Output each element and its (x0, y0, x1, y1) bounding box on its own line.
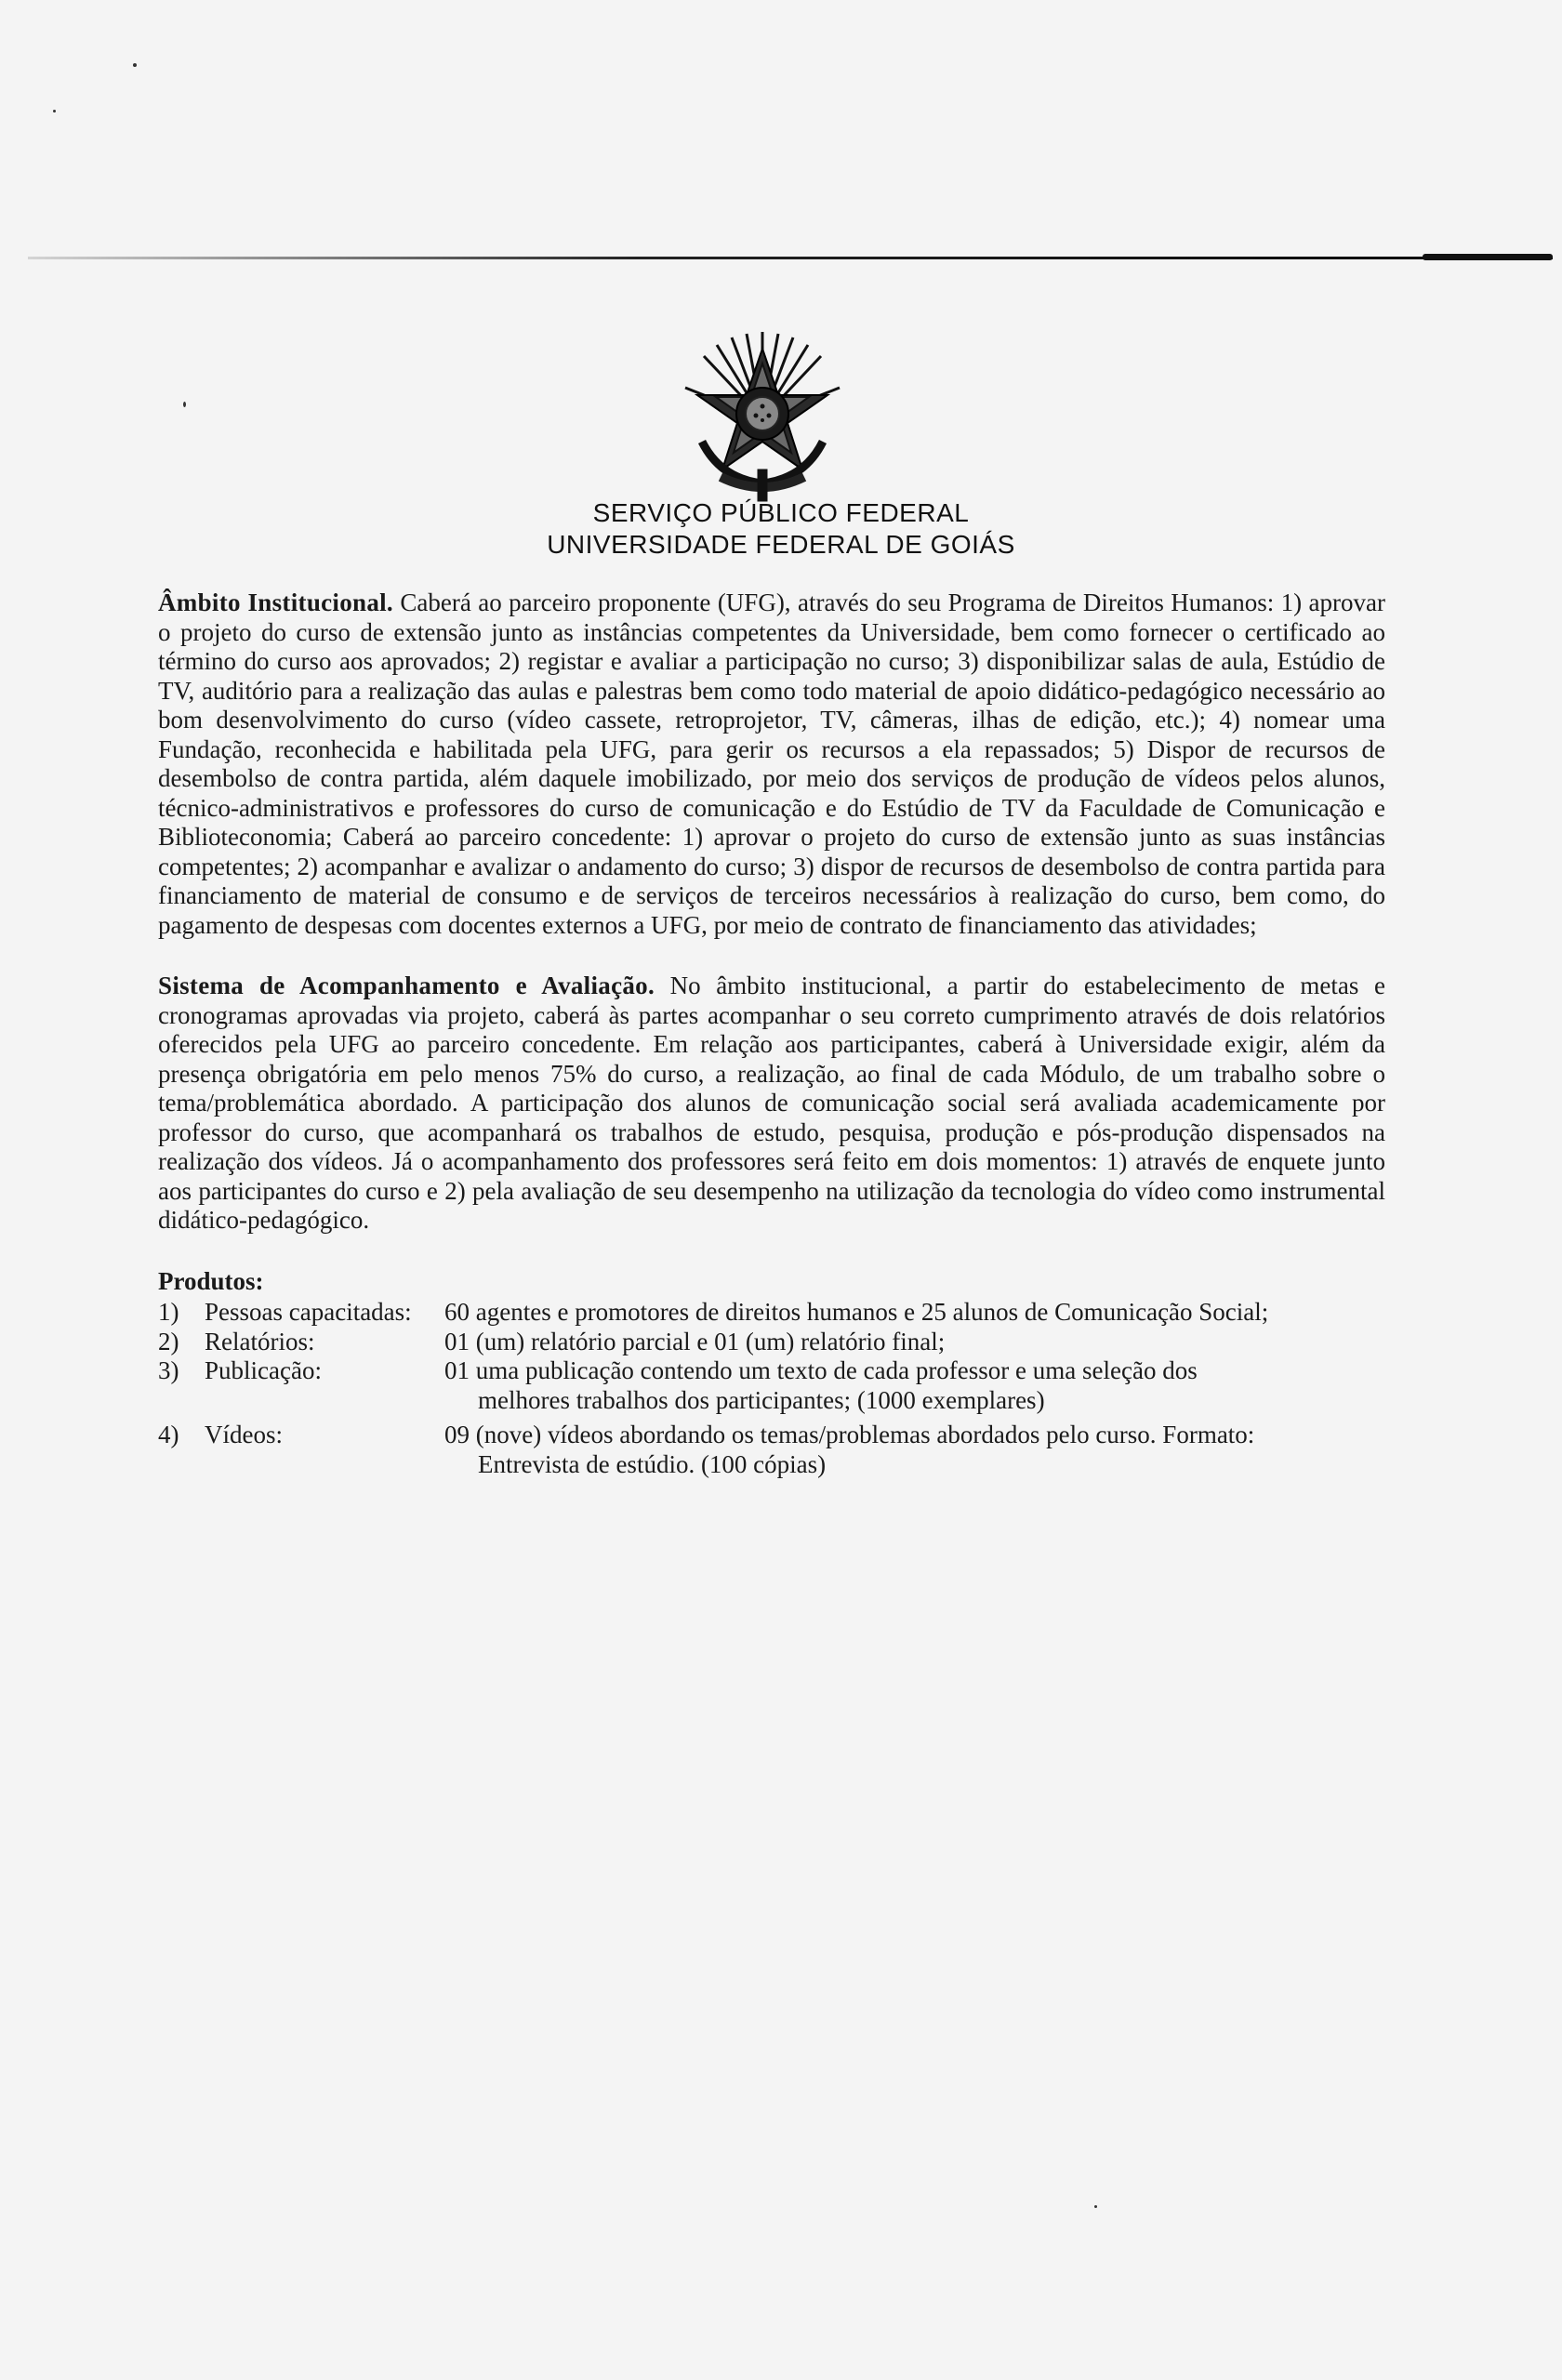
list-item (158, 1356, 1385, 1415)
list-item (158, 1328, 1385, 1357)
list-item-description: 09 (nove) vídeos abordando os temas/problemas abordados pelo curso. Formato: (444, 1421, 1255, 1448)
list-item-description-block (444, 1356, 1385, 1415)
section-title-sistema: Sistema de Acompanhamento e Avaliação. (158, 972, 655, 999)
list-item-label: Relatórios: (205, 1327, 315, 1355)
scan-speck (133, 63, 137, 67)
section-text-ambito: Caberá ao parceiro proponente (UFG), através do seu Programa de Direitos Humanos: 1) aprovar o projeto do curso de extensão junto as instâncias competentes da Universidade, bem como fornecer o certificado ao término do curso aos aprovados; 2) registar e avaliar a participação no curso; 3) disponibilizar salas de aula, Estúdio de TV, auditório para a realização das aulas e palestras bem como todo material de apoio didático-pedagógico necessário ao bom desenvolvimento do curso (vídeo cassete, retroprojetor, TV, câmeras, ilhas de edição, etc.); 4) nomear uma Fundação, reconhecida e habilitada pela UFG, para gerir os recursos a ela repassados; 5) Dispor de recursos de desembolso de contra partida, além daquele imobilizado, por meio dos serviços de produção de vídeos pelos alunos, técnico-administrativos e professores do curso de comunicação e do Estúdio de TV da Faculdade de Comunicação e Biblioteconomia; Caberá ao parceiro concedente: 1) aprovar o projeto do curso de extensão junto as suas instâncias competentes; 2) acompanhar e avalizar o andamento do curso; 3) dispor de recursos de desembolso de contra partida para financiamento de material de consumo e de serviços de terceiros necessários à realização do curso, bem como, do pagamento de despesas com docentes externos a UFG, por meio de contrato de financiamento das atividades; (158, 588, 1385, 939)
list-item-description: 01 (um) relatório parcial e 01 (um) relatório final; (444, 1327, 946, 1355)
section-title-ambito: Âmbito Institucional. (158, 588, 393, 616)
document-body (158, 588, 1385, 1479)
list-item-label: Vídeos: (205, 1421, 283, 1448)
scan-speck (1094, 2205, 1097, 2208)
list-item-description: 60 agentes e promotores de direitos humanos e 25 alunos de Comunicação Social; (444, 1298, 1269, 1326)
scan-artifact-line (28, 257, 1553, 259)
paragraph-sistema (158, 972, 1385, 1236)
list-item-description-continuation: Entrevista de estúdio. (100 cópias) (478, 1449, 827, 1478)
brazil-coat-of-arms-icon (674, 330, 851, 507)
list-item-description-block (444, 1421, 1385, 1479)
header-line-servico: SERVIÇO PÚBLICO FEDERAL (592, 498, 970, 527)
list-item-label: Pessoas capacitadas: (205, 1298, 412, 1326)
list-item-description-continuation: melhores trabalhos dos participantes; (1000 exemplares) (478, 1385, 1045, 1414)
list-item (158, 1298, 1385, 1328)
list-item-number: 3) (158, 1356, 179, 1384)
header-line-universidade: UNIVERSIDADE FEDERAL DE GOIÁS (547, 530, 1015, 559)
document-header (0, 497, 1562, 561)
section-title-produtos: Produtos: (158, 1266, 264, 1295)
scan-speck (53, 110, 56, 112)
paragraph-ambito (158, 588, 1385, 940)
list-item-number: 1) (158, 1298, 179, 1326)
scan-speck (183, 402, 186, 407)
list-item-number: 2) (158, 1327, 179, 1355)
list-item-number: 4) (158, 1421, 179, 1448)
list-item-description: 01 uma publicação contendo um texto de cada professor e uma seleção dos (444, 1356, 1198, 1384)
section-text-sistema: No âmbito institucional, a partir do estabelecimento de metas e cronogramas aprovadas via projeto, caberá às partes acompanhar o seu correto cumprimento através de dois relatórios oferecidos pela UFG ao parceiro concedente. Em relação aos participantes, caberá à Universidade exigir, além da presença obrigatória em pelo menos 75% do curso, a realização, ao final de cada Módulo, de um trabalho sobre o tema/problemática abordado. A participação dos alunos de comunicação social será avaliada academicamente por professor do curso, que acompanhará os trabalhos de estudo, pesquisa, produção e pós-produção dispensados na realização dos vídeos. Já o acompanhamento dos professores será feito em dois momentos: 1) através de enquete junto aos participantes do curso e 2) pela avaliação de seu desempenho na utilização da tecnologia do vídeo como instrumental didático-pedagógico. (158, 972, 1385, 1234)
list-item-label: Publicação: (205, 1356, 322, 1384)
produtos-list (158, 1298, 1385, 1479)
list-item (158, 1421, 1385, 1479)
